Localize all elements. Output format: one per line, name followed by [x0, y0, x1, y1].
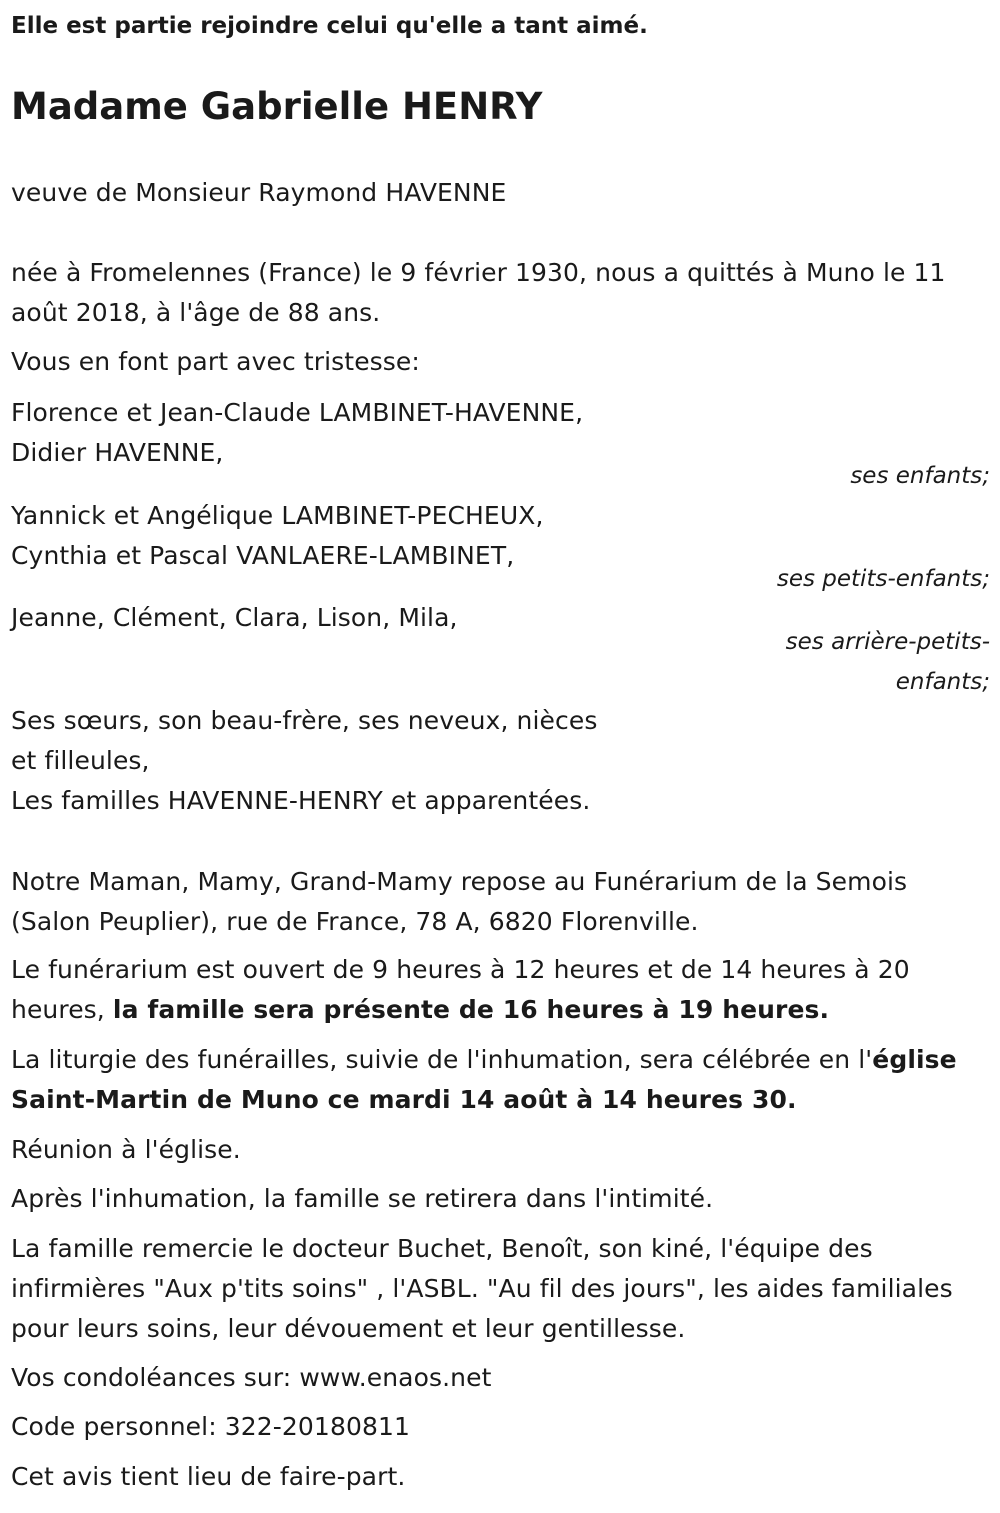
deceased-name: Madame Gabrielle HENRY	[11, 85, 543, 128]
headline: Elle est partie rejoindre celui qu'elle a tant aimé.	[11, 13, 648, 39]
great-grandchild-line: Jeanne, Clément, Clara, Lison, Mila,	[11, 603, 458, 632]
grandchildren-label: ses petits-enfants;	[776, 566, 990, 592]
grandchild-line: Cynthia et Pascal VANLAERE-LAMBINET,	[11, 541, 515, 570]
intro-text: Vous en font part avec tristesse:	[11, 347, 420, 376]
child-line: Didier HAVENNE,	[11, 438, 224, 467]
family-line: Ses sœurs, son beau-frère, ses neveux, nièces	[11, 706, 598, 735]
after-text: Après l'inhumation, la famille se retirera dans l'intimité.	[11, 1184, 714, 1213]
liturgy-text: La liturgie des funérailles, suivie de l'inhumation, sera célébrée en l'	[11, 1045, 873, 1074]
grandchild-line: Yannick et Angélique LAMBINET-PECHEUX,	[11, 501, 544, 530]
family-line: Les familles HAVENNE-HENRY et apparentées.	[11, 786, 591, 815]
thanks-text: La famille remercie le docteur Buchet, Benoît, son kiné, l'équipe des infirmières "Aux p'tits soins" , l'ASBL. "Au fil des jours", les aides familiales pour leurs soins, leur dévouement et leur gentillesse.	[11, 1234, 953, 1343]
meeting-text: Réunion à l'église.	[11, 1135, 241, 1164]
opening-hours-text: Le funérarium est ouvert de 9 heures à 12 heures et de 14 heures à 20 heures,	[11, 955, 910, 1024]
liturgy-place-time: église Saint-Martin de Muno ce mardi 14 août à 14 heures 30.	[11, 1045, 957, 1114]
condolences-text: Vos condoléances sur: www.enaos.net	[11, 1363, 492, 1392]
great-grandchildren-label-cont: enfants;	[895, 669, 990, 695]
widow-of: veuve de Monsieur Raymond HAVENNE	[11, 178, 507, 207]
birth-death-text: née à Fromelennes (France) le 9 février 1930, nous a quittés à Muno le 11 août 2018, à l'âge de 88 ans.	[11, 258, 946, 327]
personal-code: Code personnel: 322-20180811	[11, 1412, 410, 1441]
rest-location: Notre Maman, Mamy, Grand-Mamy repose au Funérarium de la Semois (Salon Peuplier), rue de France, 78 A, 6820 Florenville.	[11, 867, 908, 936]
family-line: et filleules,	[11, 746, 150, 775]
liturgy	[11, 1040, 989, 1120]
children-label: ses enfants;	[850, 463, 990, 489]
opening-hours	[11, 950, 989, 1030]
great-grandchildren-label: ses arrière-petits-	[785, 629, 990, 655]
footer-text: Cet avis tient lieu de faire-part.	[11, 1462, 406, 1491]
child-line: Florence et Jean-Claude LAMBINET-HAVENNE,	[11, 398, 584, 427]
family-presence: la famille sera présente de 16 heures à 19 heures.	[112, 995, 830, 1024]
